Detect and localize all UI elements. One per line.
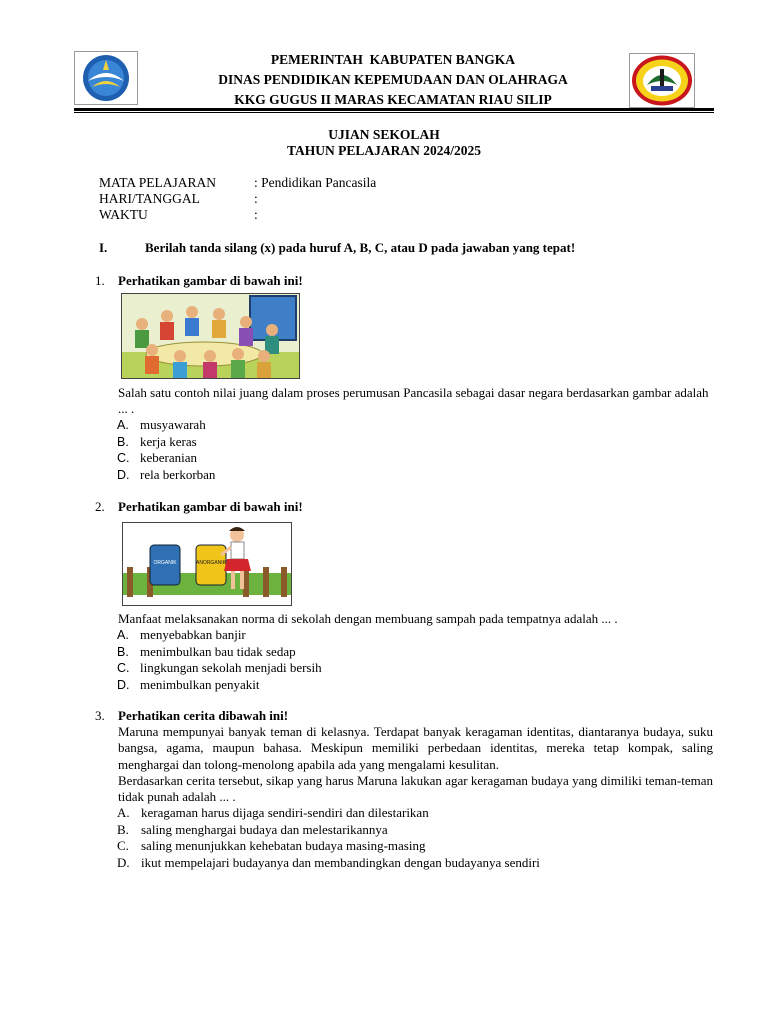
option-c[interactable] xyxy=(117,660,322,677)
instruction-text: Berilah tanda silang (x) pada huruf A, B, C, atau D pada jawaban yang tepat! xyxy=(145,240,576,255)
bin-label-organic: ORGANIK xyxy=(153,560,177,566)
section-number: I. xyxy=(99,240,108,255)
letterhead xyxy=(150,50,636,110)
option-letter: C. xyxy=(117,661,130,675)
option-a[interactable] xyxy=(117,417,215,434)
question-text: Berdasarkan cerita tersebut, sikap yang harus Maruna lakukan agar keragaman budaya yang dimiliki teman-teman tidak punah adalah ... . xyxy=(118,772,713,805)
meta-row-time xyxy=(99,207,376,223)
option-text: menimbulkan bau tidak sedap xyxy=(140,643,296,659)
option-letter: B. xyxy=(117,821,129,837)
section-instruction xyxy=(99,240,575,256)
exam-title xyxy=(0,127,768,159)
option-b[interactable] xyxy=(117,822,540,839)
option-b[interactable] xyxy=(117,644,322,661)
option-text: kerja keras xyxy=(140,433,197,449)
letterhead-rule-thick xyxy=(74,108,714,111)
option-text: saling menghargai budaya dan melestarikannya xyxy=(141,821,388,837)
option-letter: A. xyxy=(117,628,129,642)
option-d[interactable] xyxy=(117,467,215,484)
story-text xyxy=(118,724,713,805)
option-text: keragaman harus dijaga sendiri-sendiri dan dilestarikan xyxy=(141,805,429,820)
tut-wuri-handayani-logo-icon xyxy=(74,51,138,105)
option-letter: C. xyxy=(117,838,129,853)
meta-key: MATA PELAJARAN xyxy=(99,175,217,190)
option-a[interactable] xyxy=(117,805,540,822)
question-number: 2. xyxy=(95,499,105,514)
letterhead-line-3: KKG GUGUS II MARAS KECAMATAN RIAU SILIP xyxy=(234,92,552,107)
exam-meta xyxy=(99,175,376,223)
option-text: keberanian xyxy=(140,450,198,465)
option-text: rela berkorban xyxy=(140,466,216,482)
meta-row-date xyxy=(99,191,376,207)
letterhead-line-1: PEMERINTAH KABUPATEN BANGKA xyxy=(270,52,516,67)
option-c[interactable] xyxy=(117,450,215,467)
story-paragraph: Maruna mempunyai banyak teman di kelasnya. Terdapat banyak keragaman identitas, diantaranya budaya, suku bangsa, agama, maupun bahasa. Meskipun memiliki perbedaan identitas, mereka tetap kompak, saling menghargai dan tolong-menolong apabila ada yang mengalami kesulitan. xyxy=(118,724,713,772)
meta-value: : xyxy=(254,207,258,222)
question-number: 3. xyxy=(95,708,105,723)
options-list xyxy=(117,805,540,871)
letterhead-line-2: DINAS PENDIDIKAN KEPEMUDAAN DAN OLAHRAGA xyxy=(218,72,568,87)
option-letter: D. xyxy=(117,467,130,482)
letterhead-rule-thin xyxy=(74,112,714,113)
options-list xyxy=(117,417,215,483)
option-letter: A. xyxy=(117,418,129,432)
question-heading: Perhatikan gambar di bawah ini! xyxy=(118,273,303,288)
option-letter: C. xyxy=(117,451,130,465)
option-letter: A. xyxy=(117,805,130,820)
option-d[interactable] xyxy=(117,855,540,872)
option-text: ikut mempelajari budayanya dan membandingkan dengan budayanya sendiri xyxy=(141,854,540,870)
question-heading: Perhatikan gambar di bawah ini! xyxy=(118,499,303,514)
option-c[interactable] xyxy=(117,838,540,855)
question-heading: Perhatikan cerita dibawah ini! xyxy=(118,708,289,723)
option-d[interactable] xyxy=(117,677,322,694)
bin-label-inorganic: ANORGANIK xyxy=(195,560,227,566)
option-letter: D. xyxy=(117,854,130,870)
question-number: 1. xyxy=(95,273,105,288)
option-b[interactable] xyxy=(117,434,215,451)
trash-bin-illustration xyxy=(122,522,292,606)
exam-title-line-2: TAHUN PELAJARAN 2024/2025 xyxy=(286,143,481,158)
meeting-illustration xyxy=(121,293,300,379)
question-text: Salah satu contoh nilai juang dalam proses perumusan Pancasila sebagai dasar negara berdasarkan gambar adalah ... . xyxy=(118,385,709,417)
meta-value: : Pendidikan Pancasila xyxy=(254,175,377,190)
option-letter: D. xyxy=(117,677,130,692)
option-letter: B. xyxy=(117,434,129,449)
option-letter: B. xyxy=(117,644,129,659)
question-text: Manfaat melaksanakan norma di sekolah dengan membuang sampah pada tempatnya adalah ... . xyxy=(118,611,618,626)
meta-value: : xyxy=(254,191,258,206)
meta-key: WAKTU xyxy=(99,207,148,222)
option-text: menimbulkan penyakit xyxy=(140,676,260,692)
option-text: lingkungan sekolah menjadi bersih xyxy=(140,660,322,675)
option-text: musyawarah xyxy=(140,417,206,432)
options-list xyxy=(117,627,322,693)
option-a[interactable] xyxy=(117,627,322,644)
option-text: saling menunjukkan kehebatan budaya masing-masing xyxy=(141,838,426,853)
exam-title-line-1: UJIAN SEKOLAH xyxy=(328,127,440,142)
meta-row-subject xyxy=(99,175,376,191)
kkg-gugus-logo-icon xyxy=(629,53,695,108)
meta-key: HARI/TANGGAL xyxy=(99,191,200,206)
option-text: menyebabkan banjir xyxy=(140,627,246,642)
